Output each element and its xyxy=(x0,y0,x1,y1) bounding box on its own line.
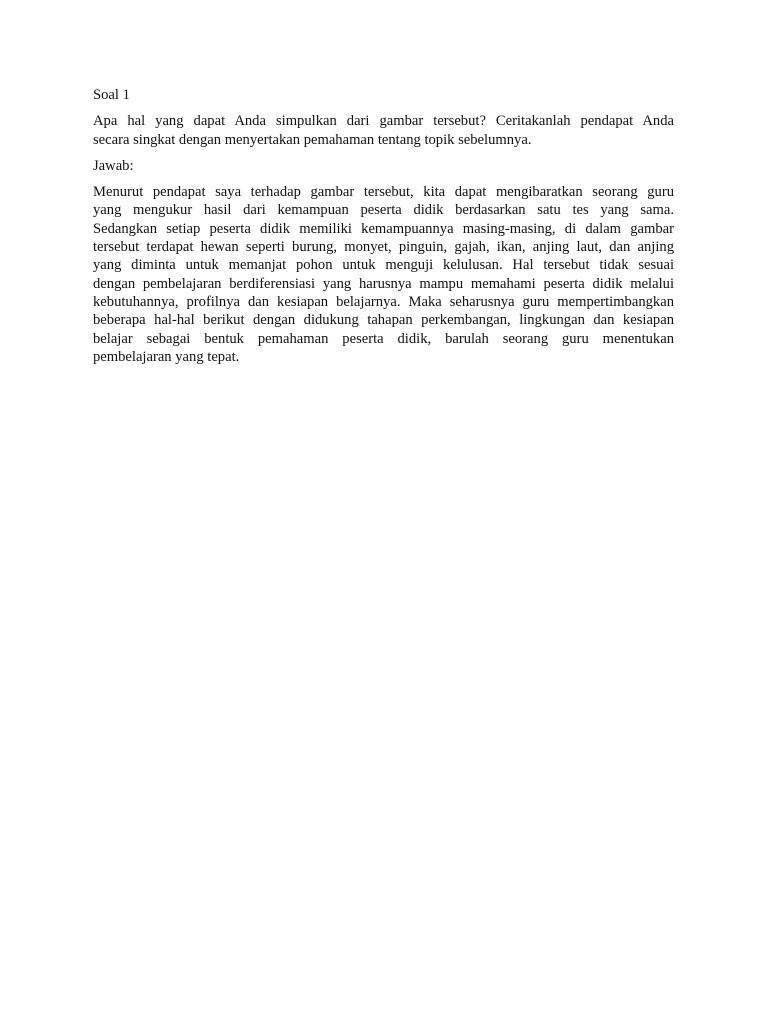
answer-line: kebutuhannya, profilnya dan kesiapan belajarnya. Maka seharusnya guru mempertimbangkan xyxy=(93,293,674,310)
document-body xyxy=(93,86,674,374)
answer-line: pembelajaran yang tepat. xyxy=(93,348,240,365)
answer-text xyxy=(93,183,674,366)
question-line: secara singkat dengan menyertakan pemahaman tentang topik sebelumnya. xyxy=(93,131,532,148)
answer-line: Menurut pendapat saya terhadap gambar tersebut, kita dapat mengibaratkan seorang guru xyxy=(93,184,674,201)
answer-line: tersebut terdapat hewan seperti burung, monyet, pinguin, gajah, ikan, anjing laut, dan anjing xyxy=(93,239,674,256)
question-line: Apa hal yang dapat Anda simpulkan dari gambar tersebut? Ceritakanlah pendapat Anda xyxy=(93,113,674,130)
answer-line: Sedangkan setiap peserta didik memiliki kemampuannya masing-masing, di dalam gambar xyxy=(93,220,674,237)
answer-line: belajar sebagai bentuk pemahaman peserta didik, barulah seorang guru menentukan xyxy=(93,330,674,347)
answer-line: yang mengukur hasil dari kemampuan peserta didik berdasarkan satu tes yang sama. xyxy=(93,202,674,219)
answer-line: beberapa hal-hal berikut dengan didukung tahapan perkembangan, lingkungan dan kesiapan xyxy=(93,312,674,329)
question-heading: Soal 1 xyxy=(93,87,130,103)
question-text xyxy=(93,112,674,149)
answer-line: yang diminta untuk memanjat pohon untuk menguji kelulusan. Hal tersebut tidak sesuai xyxy=(93,257,674,274)
answer-label: Jawab: xyxy=(93,157,134,174)
answer-line: dengan pembelajaran berdiferensiasi yang harusnya mampu memahami peserta didik melalui xyxy=(93,275,674,292)
